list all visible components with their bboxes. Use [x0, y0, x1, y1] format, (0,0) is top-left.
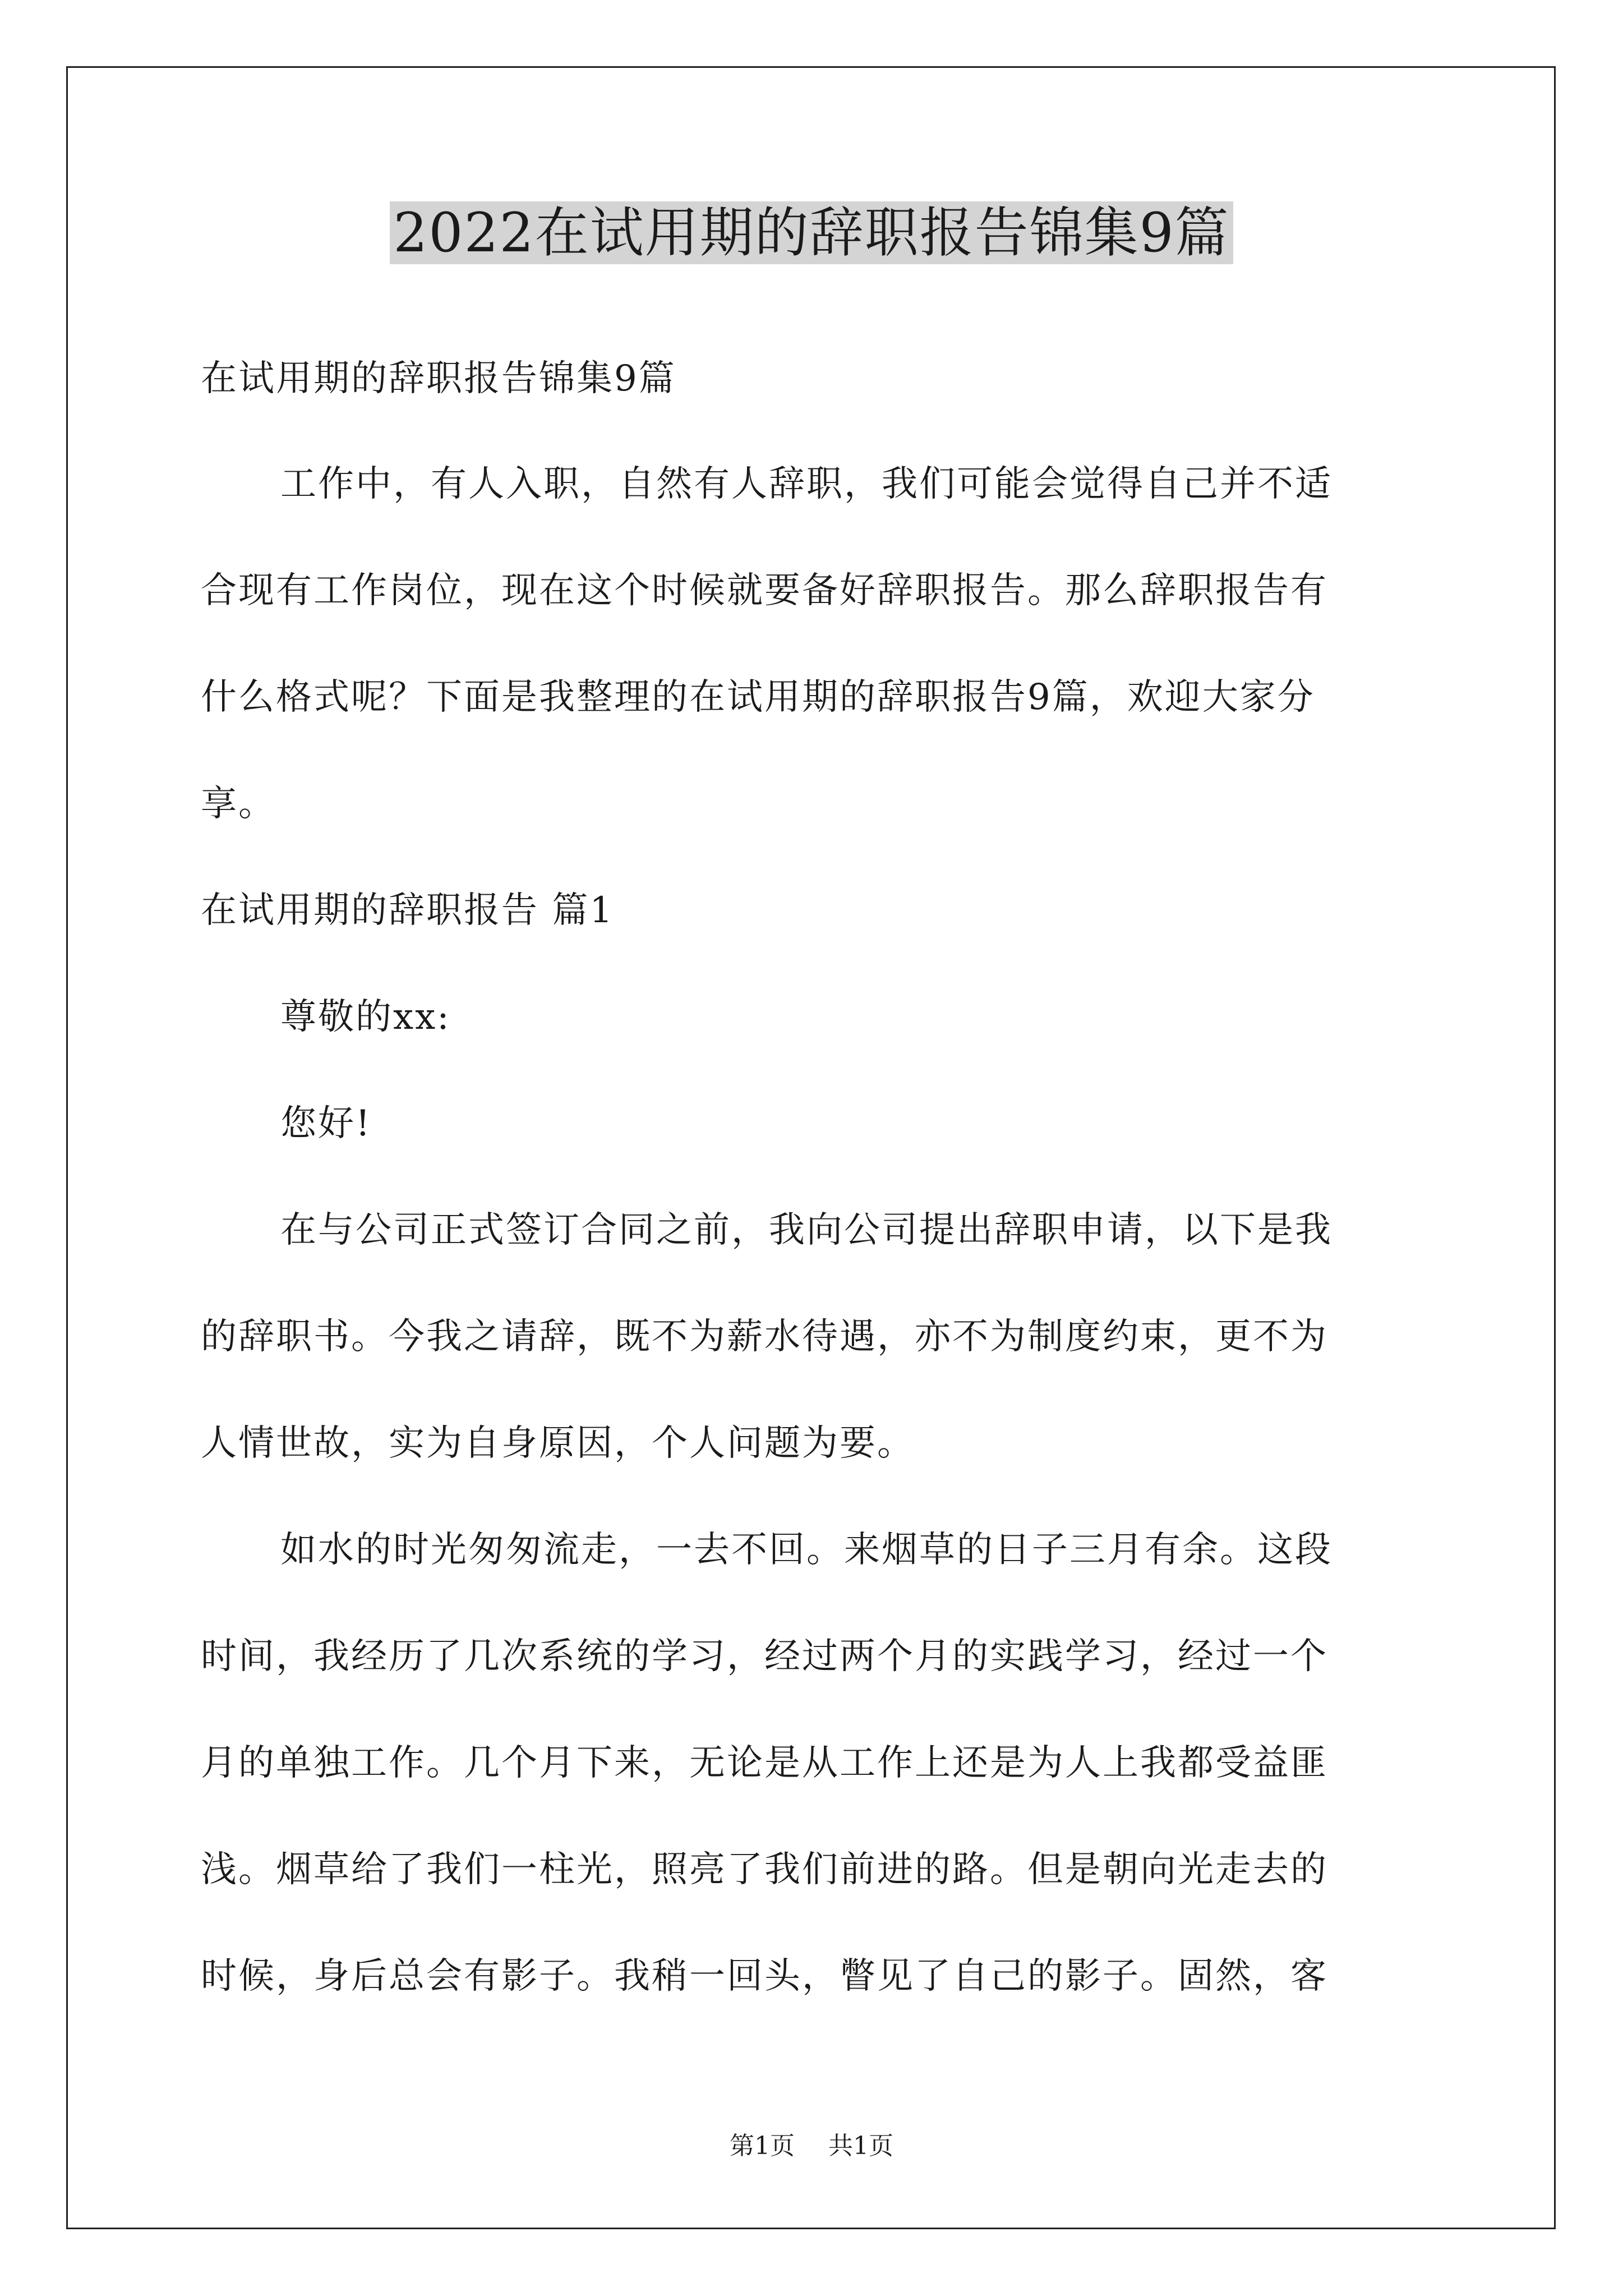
paragraph-line: 工作中，有人入职，自然有人辞职，我们可能会觉得自己并不适	[280, 463, 1332, 505]
paragraph-line: 时间，我经历了几次系统的学习，经过两个月的实践学习，经过一个	[201, 1636, 1328, 1677]
paragraph-line: 如水的时光匆匆流走，一去不回。来烟草的日子三月有余。这段	[280, 1529, 1332, 1571]
subtitle-line: 在试用期的辞职报告锦集9篇	[201, 358, 676, 399]
paragraph-line: 时候，身后总会有影子。我稍一回头，瞥见了自己的影子。固然，客	[201, 1955, 1328, 1997]
page-number: 第1页	[730, 2132, 795, 2160]
paragraph-line: 月的单独工作。几个月下来，无论是从工作上还是为人上我都受益匪	[201, 1742, 1328, 1784]
title-text: 2022在试用期的辞职报告锦集9篇	[390, 201, 1233, 264]
paragraph-line: 合现有工作岗位，现在这个时候就要备好辞职报告。那么辞职报告有	[201, 570, 1328, 611]
document-title	[0, 194, 1623, 272]
paragraph-line: 人情世故，实为自身原因，个人问题为要。	[201, 1423, 915, 1464]
paragraph-line: 浅。烟草给了我们一柱光，照亮了我们前进的路。但是朝向光走去的	[201, 1849, 1328, 1890]
paragraph-line: 的辞职书。今我之请辞，既不为薪水待遇，亦不为制度约束，更不为	[201, 1316, 1328, 1358]
greeting: 您好!	[280, 1103, 372, 1144]
paragraph-line: 享。	[201, 783, 276, 825]
paragraph-line: 什么格式呢？下面是我整理的在试用期的辞职报告9篇，欢迎大家分	[201, 677, 1315, 718]
salutation: 尊敬的xx:	[280, 996, 451, 1038]
paragraph-line: 在与公司正式签订合同之前，我向公司提出辞职申请，以下是我	[280, 1209, 1332, 1251]
page-footer	[0, 2129, 1623, 2163]
page-total: 共1页	[828, 2132, 893, 2160]
section-heading: 在试用期的辞职报告 篇1	[201, 890, 615, 931]
